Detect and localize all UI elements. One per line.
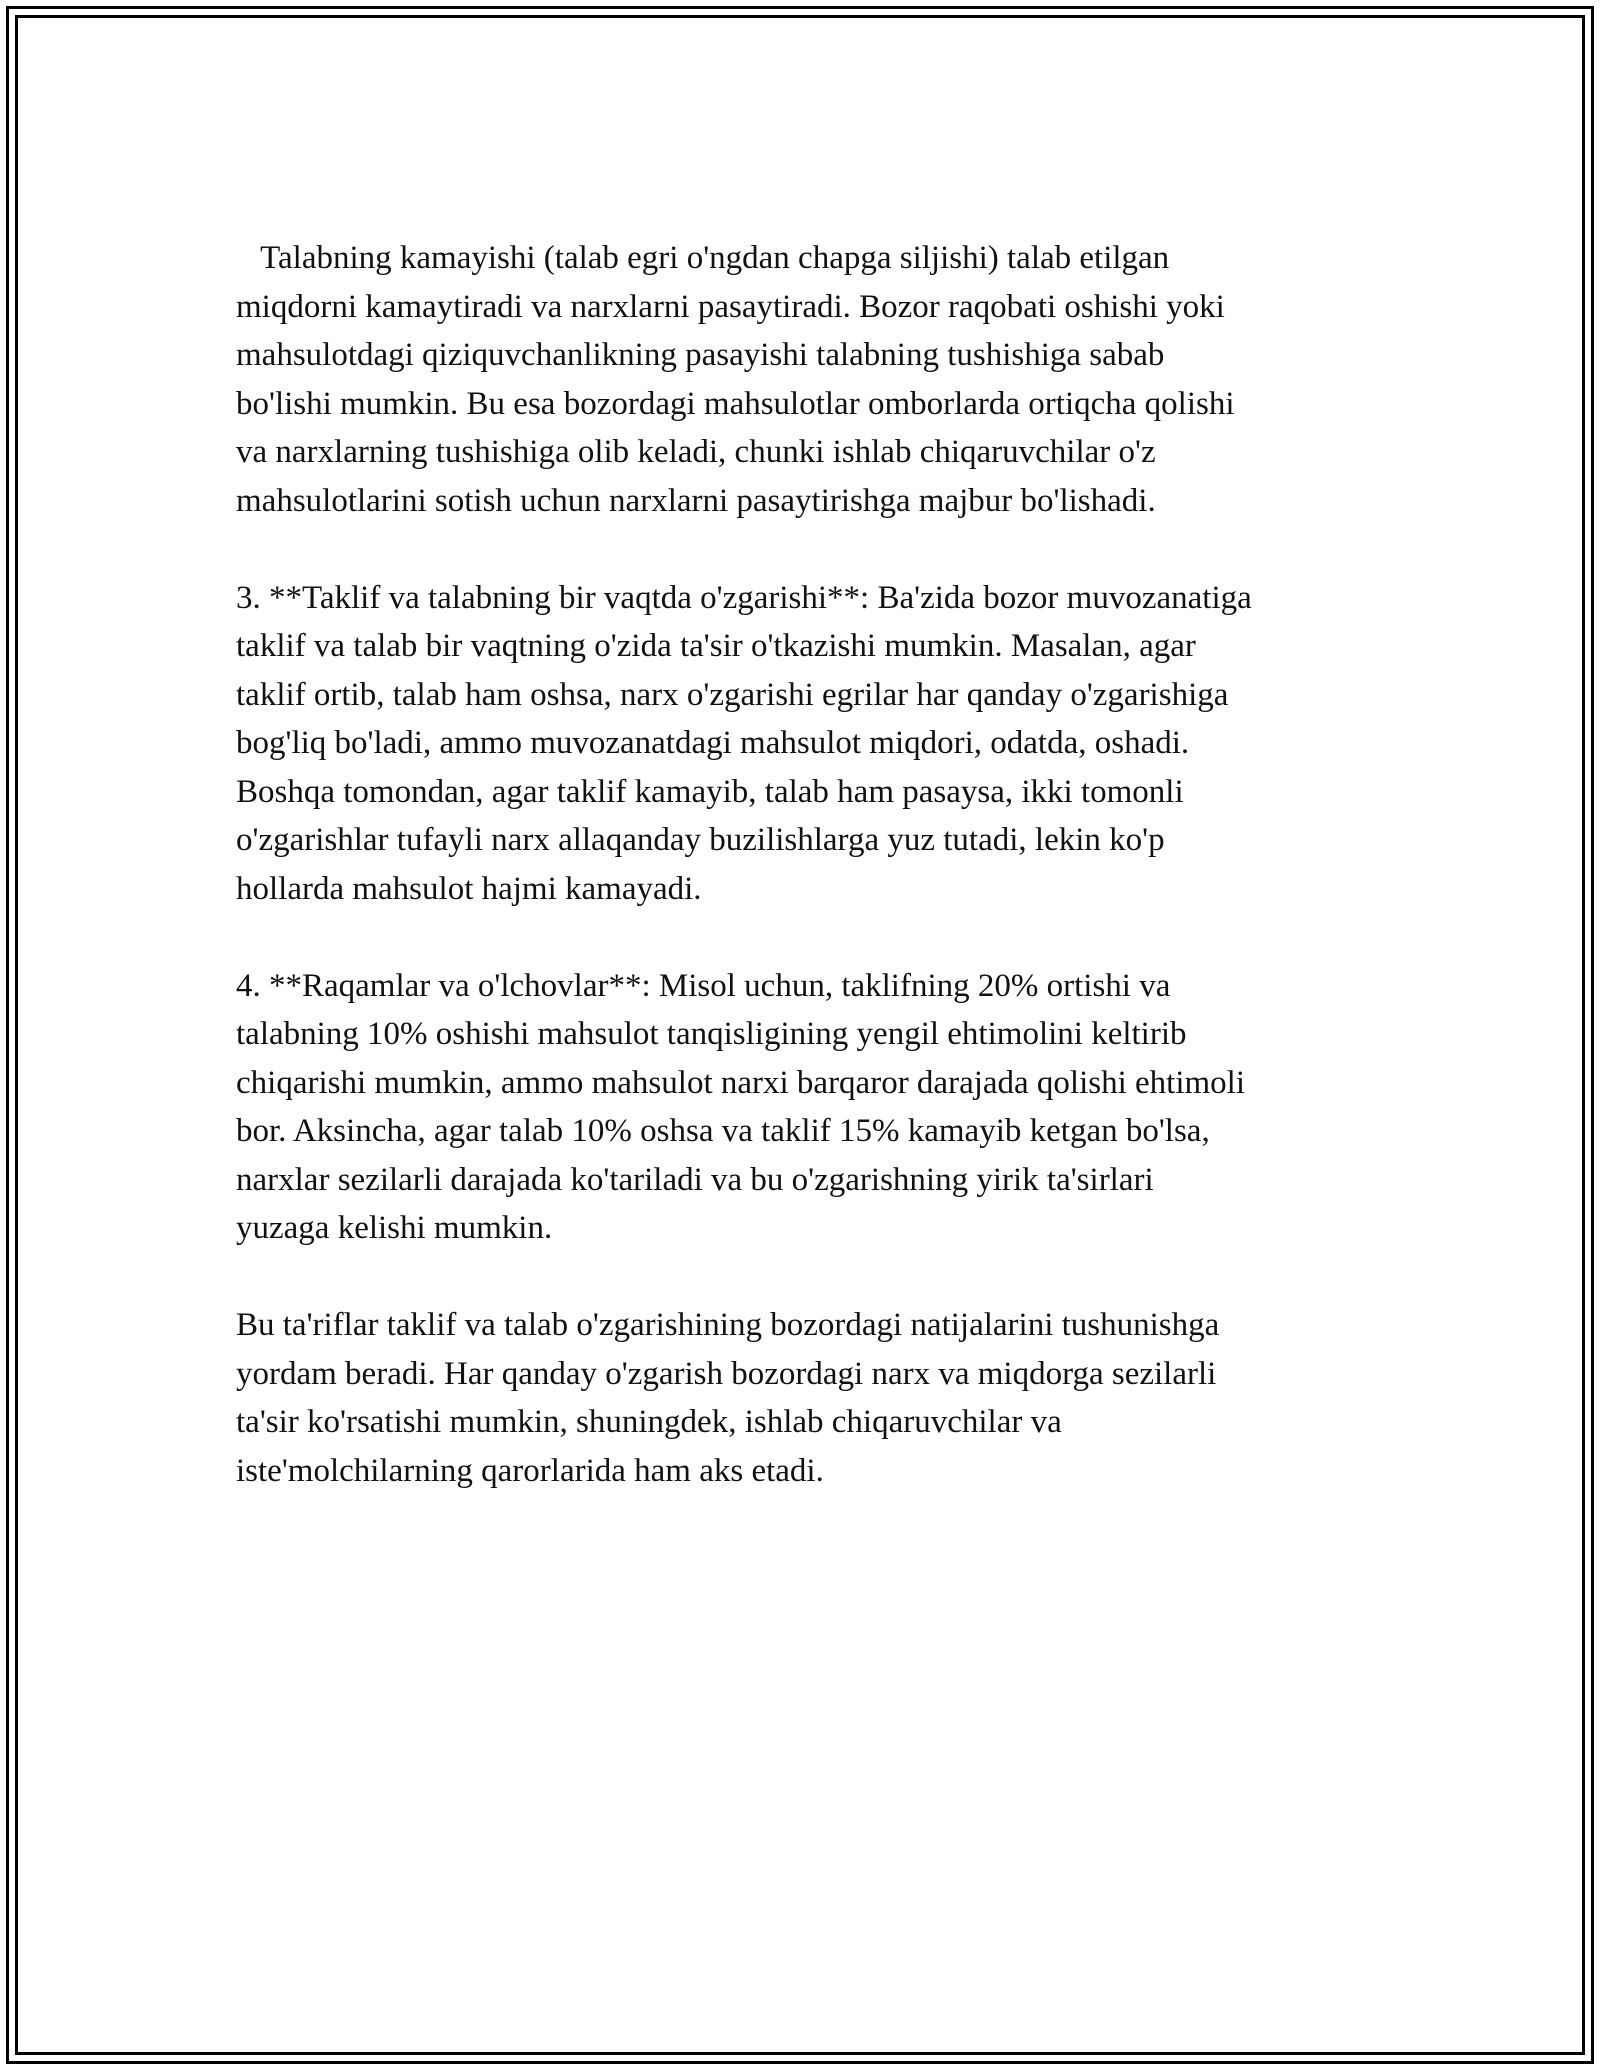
text-line: taklif va talab bir vaqtning o'zida ta'sir o'tkazishi mumkin. Masalan, agar (236, 628, 1196, 664)
document-body (236, 234, 1406, 1544)
text-line: yuzaga kelishi mumkin. (236, 1210, 553, 1246)
text-line: o'zgarishlar tufayli narx allaqanday buzilishlarga yuz tutadi, lekin ko'p (236, 822, 1165, 858)
text-line: mahsulotdagi qiziquvchanlikning pasayishi talabning tushishiga sabab (236, 337, 1165, 373)
text-line: ta'sir ko'rsatishi mumkin, shuningdek, ishlab chiqaruvchilar va (236, 1404, 1062, 1440)
text-line: 4. **Raqamlar va o'lchovlar**: Misol uchun, taklifning 20% ortishi va (236, 967, 1171, 1004)
text-line: narxlar sezilarli darajada ko'tariladi va bu o'zgarishning yirik ta'sirlari (236, 1161, 1154, 1198)
paragraph-demand-decrease (236, 234, 1406, 525)
text-line: talabning 10% oshishi mahsulot tanqisligining yengil ehtimolini keltirib (236, 1016, 1187, 1052)
paragraph-conclusion (236, 1301, 1406, 1495)
text-line: yordam beradi. Har qanday o'zgarish bozordagi narx va miqdorga sezilarli (236, 1355, 1217, 1392)
text-line: taklif ortib, talab ham oshsa, narx o'zgarishi egrilar har qanday o'zgarishiga (236, 676, 1229, 713)
text-line: bo'lishi mumkin. Bu esa bozordagi mahsulotlar omborlarda ortiqcha qolishi (236, 385, 1235, 422)
text-line: bor. Aksincha, agar talab 10% oshsa va taklif 15% kamayib ketgan bo'lsa, (236, 1113, 1210, 1149)
text-line: Boshqa tomondan, agar taklif kamayib, talab ham pasaysa, ikki tomonli (236, 773, 1184, 810)
paragraph-item-4 (236, 962, 1406, 1253)
text-line: 3. **Taklif va talabning bir vaqtda o'zgarishi**: Ba'zida bozor muvozanatiga (236, 579, 1252, 616)
text-line: va narxlarning tushishiga olib keladi, chunki ishlab chiqaruvchilar o'z (236, 434, 1156, 470)
text-line: Bu ta'riflar taklif va talab o'zgarishining bozordagi natijalarini tushunishga (236, 1307, 1220, 1343)
text-line: mahsulotlarini sotish uchun narxlarni pasaytirishga majbur bo'lishadi. (236, 482, 1156, 519)
text-line: hollarda mahsulot hajmi kamayadi. (236, 870, 702, 907)
text-line: chiqarishi mumkin, ammo mahsulot narxi barqaror darajada qolishi ehtimoli (236, 1064, 1246, 1101)
text-line: bog'liq bo'ladi, ammo muvozanatdagi mahsulot miqdori, odatda, oshadi. (236, 725, 1190, 761)
text-line: Talabning kamayishi (talab egri o'ngdan chapga siljishi) talab etilgan (236, 240, 1170, 276)
paragraph-item-3 (236, 574, 1406, 914)
text-line: miqdorni kamaytiradi va narxlarni pasaytiradi. Bozor raqobati oshishi yoki (236, 288, 1225, 325)
text-line: iste'molchilarning qarorlarida ham aks etadi. (236, 1452, 824, 1489)
